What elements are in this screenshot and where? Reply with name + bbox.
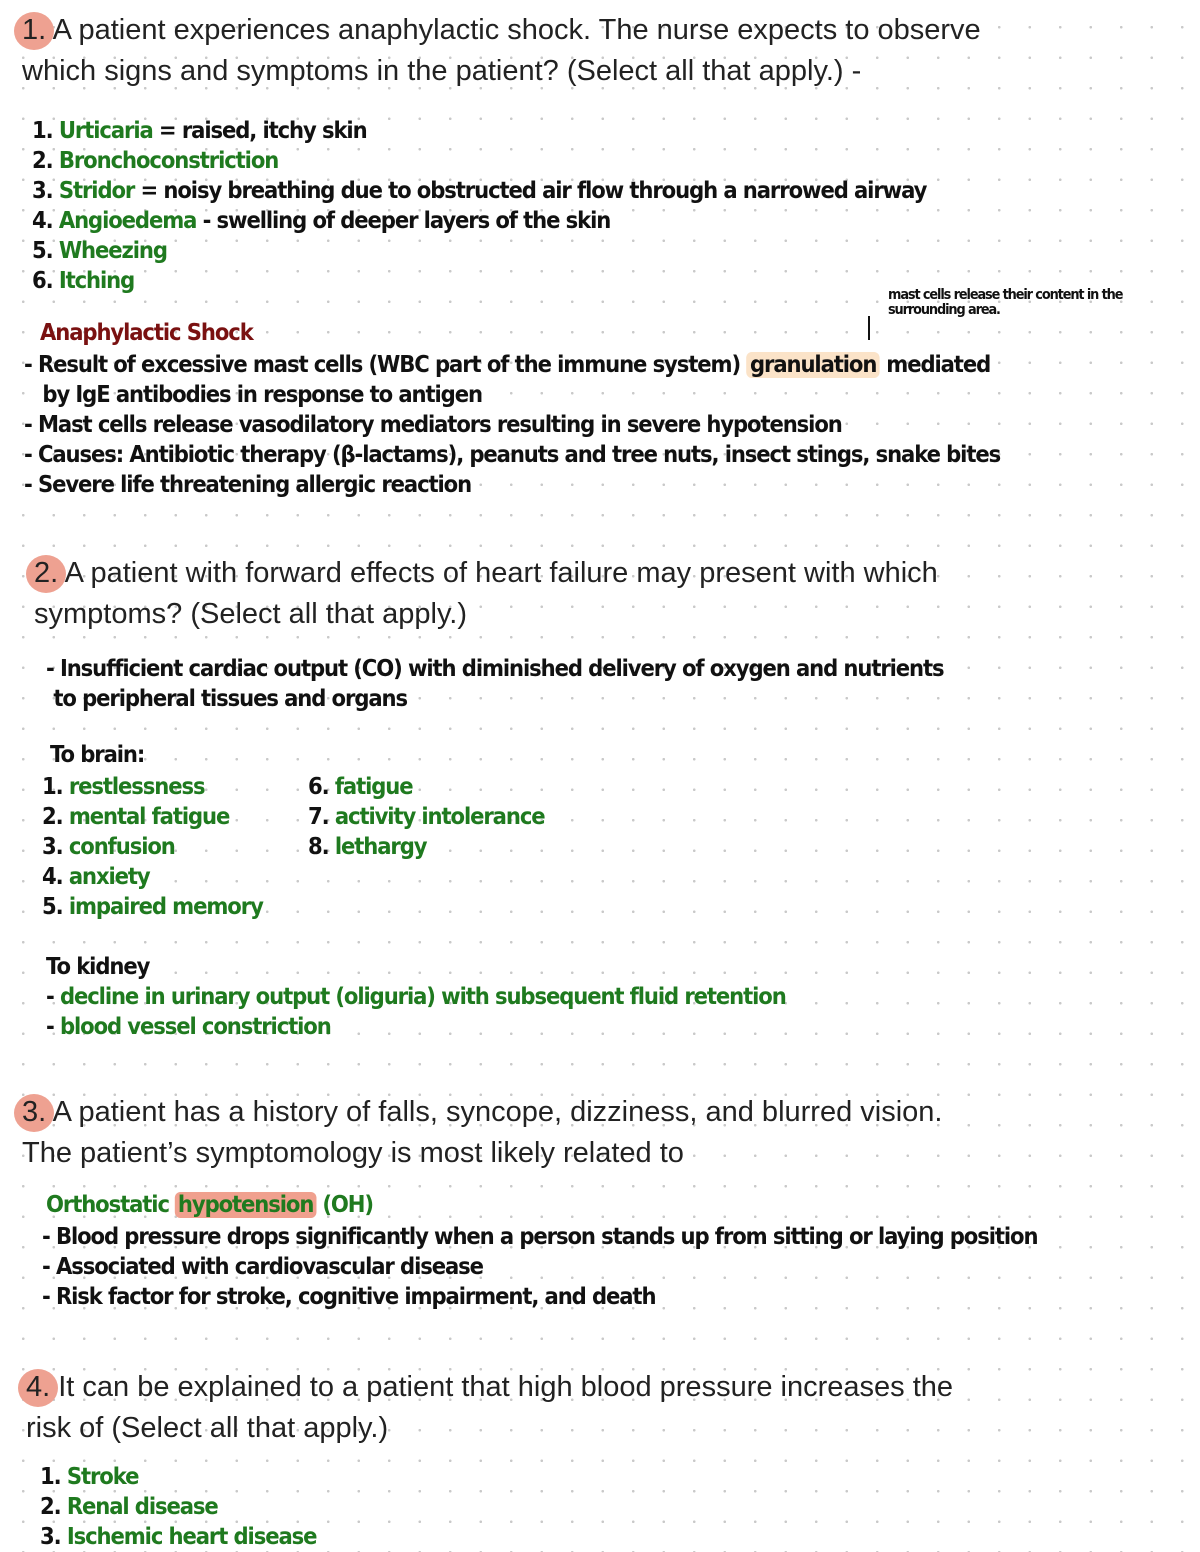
list-item: 2. Bronchoconstriction xyxy=(32,148,279,174)
list-item: 4. Angioedema - swelling of deeper layers of the skin xyxy=(32,208,611,234)
question-2: 2. A patient with forward effects of heart failure may present with which symptoms? (Select all that apply.) xyxy=(34,553,938,635)
question-3: 3. A patient has a history of falls, syncope, dizziness, and blurred vision. The patient’s symptomology is most likely related to xyxy=(22,1092,942,1174)
q2-notes: - Insufficient cardiac output (CO) with diminished delivery of oxygen and nutrients to peripheral tissues and organs xyxy=(46,656,944,712)
question-text: . A patient experiences anaphylactic shock. The nurse expects to observe xyxy=(38,14,981,46)
question-4: 4. It can be explained to a patient that high blood pressure increases the risk of (Select all that apply.) xyxy=(26,1367,953,1449)
question-number: 4 xyxy=(26,1367,42,1408)
list-item: 1. Urticaria = raised, itchy skin xyxy=(32,118,367,144)
brain-list-left: 1. restlessness 2. mental fatigue 3. confusion 4. anxiety 5. impaired memory xyxy=(42,774,263,920)
list-item: 3. Stridor = noisy breathing due to obstructed air flow through a narrowed airway xyxy=(32,178,927,204)
brain-heading: To brain: xyxy=(50,742,145,768)
question-number: 2 xyxy=(34,553,50,594)
annotation-arrow-icon xyxy=(868,316,870,340)
question-number: 1 xyxy=(22,10,38,51)
kidney-list: - decline in urinary output (oliguria) with subsequent fluid retention - blood vessel constriction xyxy=(46,984,786,1040)
q3-notes: - Blood pressure drops significantly when a person stands up from sitting or laying position - Associated with cardiovascular disease - Risk factor for stroke, cognitive impairment, and death xyxy=(42,1224,1038,1310)
list-item: 5. Wheezing xyxy=(32,238,167,264)
q1-answer-list xyxy=(32,116,926,296)
question-number: 3 xyxy=(22,1092,38,1133)
q3-answer: Orthostatic hypotension (OH) xyxy=(46,1192,373,1218)
annotation: mast cells release their content in the surrounding area. xyxy=(888,287,1123,318)
question-1 xyxy=(22,10,981,92)
list-item: 6. Itching xyxy=(32,268,135,294)
q1-notes: - Result of excessive mast cells (WBC part of the immune system) granulation mediated by IgE antibodies in response to antigen - Mast cells release vasodilatory mediators resulting in severe hypotension - Causes: Antibiotic therapy (β-lactams), peanuts and tree nuts, insect stings, snake bites - Severe life threatening allergic reaction xyxy=(24,352,1001,498)
brain-list-right: 6. fatigue 7. activity intolerance 8. lethargy xyxy=(308,774,545,860)
q4-answer-list: 1. Stroke 2. Renal disease 3. Ischemic heart disease xyxy=(40,1464,317,1550)
section-heading: Anaphylactic Shock xyxy=(40,320,253,346)
kidney-heading: To kidney xyxy=(46,954,150,980)
question-text: which signs and symptoms in the patient? (Select all that apply.) - xyxy=(22,55,862,87)
